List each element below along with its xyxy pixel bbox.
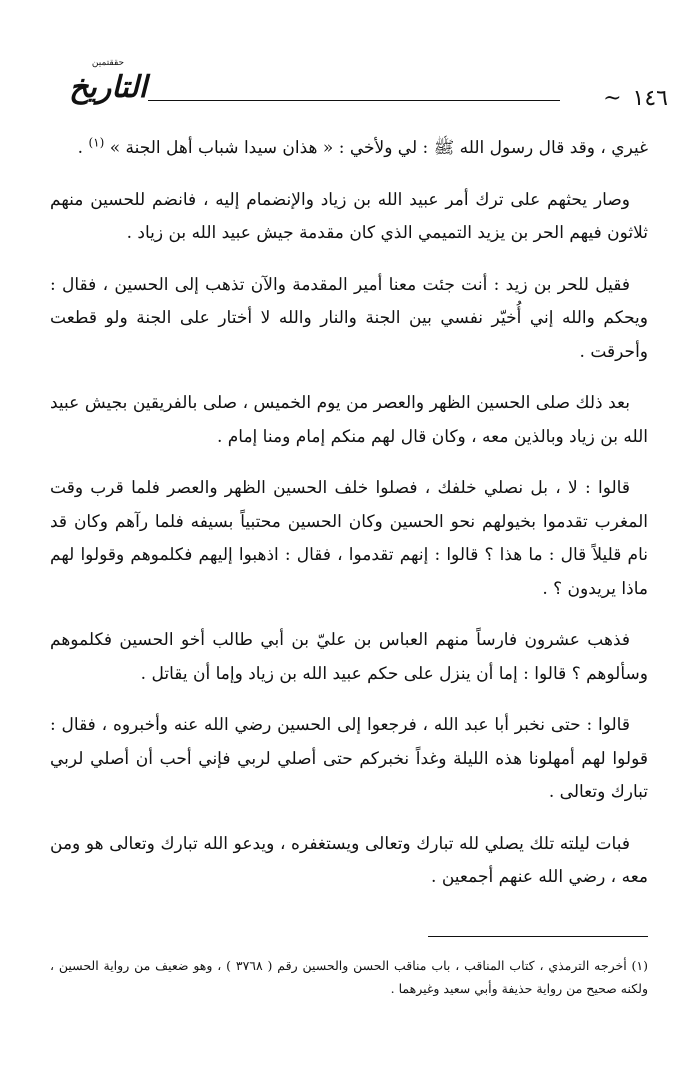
paragraph-text: غيري ، وقد قال رسول الله ﷺ : لي ولأخي : « هذان سيدا شباب أهل الجنة » bbox=[109, 138, 648, 158]
book-title: التاريخ bbox=[69, 70, 147, 105]
paragraph-7: قالوا : حتى نخبر أبا عبد الله ، فرجعوا إلى الحسين رضي الله عنه وأخبروه ، فقال : قولوا لهم أمهلونا هذه الليلة وغداً نخبركم حتى أصلي لربي فإني أحب أن أصلي لربي تبارك وتعالى . bbox=[50, 715, 648, 802]
main-text bbox=[50, 132, 648, 913]
book-subtitle: حققتمين bbox=[91, 58, 125, 68]
footnotes bbox=[50, 954, 648, 1000]
page-number-value: ١٤٦ bbox=[632, 86, 668, 111]
swash-ornament-icon: ~ bbox=[603, 86, 622, 111]
paragraph-2: وصار يحثهم على ترك أمر عبيد الله بن زياد والإنضمام إليه ، فانضم للحسين منهم ثلاثون فيهم الحر بن يزيد التميمي الذي كان مقدمة جيش عبيد الله بن زياد . bbox=[50, 189, 648, 243]
footnote-marker: (١) bbox=[88, 135, 105, 150]
footnote-rule bbox=[428, 936, 648, 937]
book-title-logo bbox=[28, 58, 188, 118]
paragraph-4: بعد ذلك صلى الحسين الظهر والعصر من يوم الخميس ، صلى بالفريقين بجيش عبيد الله بن زياد وبالذين معه ، وكان قال لهم منكم إمام ومنا إمام . bbox=[50, 393, 648, 447]
paragraph-1: غيري ، وقد قال رسول الله ﷺ : لي ولأخي : « هذان سيدا شباب أهل الجنة » $^{(١)}$ . bbox=[77, 135, 648, 158]
page-number bbox=[568, 84, 668, 114]
header-rule bbox=[148, 100, 560, 101]
page-header bbox=[28, 40, 668, 130]
paragraph-3: فقيل للحر بن زيد : أنت جئت معنا أمير المقدمة والآن تذهب إلى الحسين ، فقال : ويحكم والله إني أُخيّر نفسي بين الجنة والنار والله لا أختار على الجنة ولو قطعت وأحرقت . bbox=[50, 274, 648, 362]
paragraph-6: فذهب عشرون فارساً منهم العباس بن عليّ بن أبي طالب أخو الحسين فكلموهم وسألوهم ؟ قالوا : إما أن ينزل على حكم عبيد الله بن زياد وإما أن يقاتل . bbox=[50, 630, 648, 684]
paragraph-8: فبات ليلته تلك يصلي لله تبارك وتعالى ويستغفره ، ويدعو الله تبارك وتعالى هو ومن معه ، رضي الله عنهم أجمعين . bbox=[50, 833, 648, 887]
footnote-1: (١) أخرجه الترمذي ، كتاب المناقب ، باب مناقب الحسن والحسين رقم ( ٣٧٦٨ ) ، وهو ضعيف من رواية الحسين ، ولكنه صحيح من رواية حذيفة وأبي سعيد وغيرهما . bbox=[50, 958, 648, 996]
paragraph-5: قالوا : لا ، بل نصلي خلفك ، فصلوا خلف الحسين الظهر والعصر فلما قرب وقت المغرب تقدموا بخيولهم نحو الحسين وكان الحسين محتبياً بسيفه فلما رآهم وكان قد نام قليلاً قال : ما هذا ؟ قالوا : إنهم تقدموا ، فقال : اذهبوا إليهم فكلموهم وقولوا لهم ماذا يريدون ؟ . bbox=[50, 478, 648, 599]
